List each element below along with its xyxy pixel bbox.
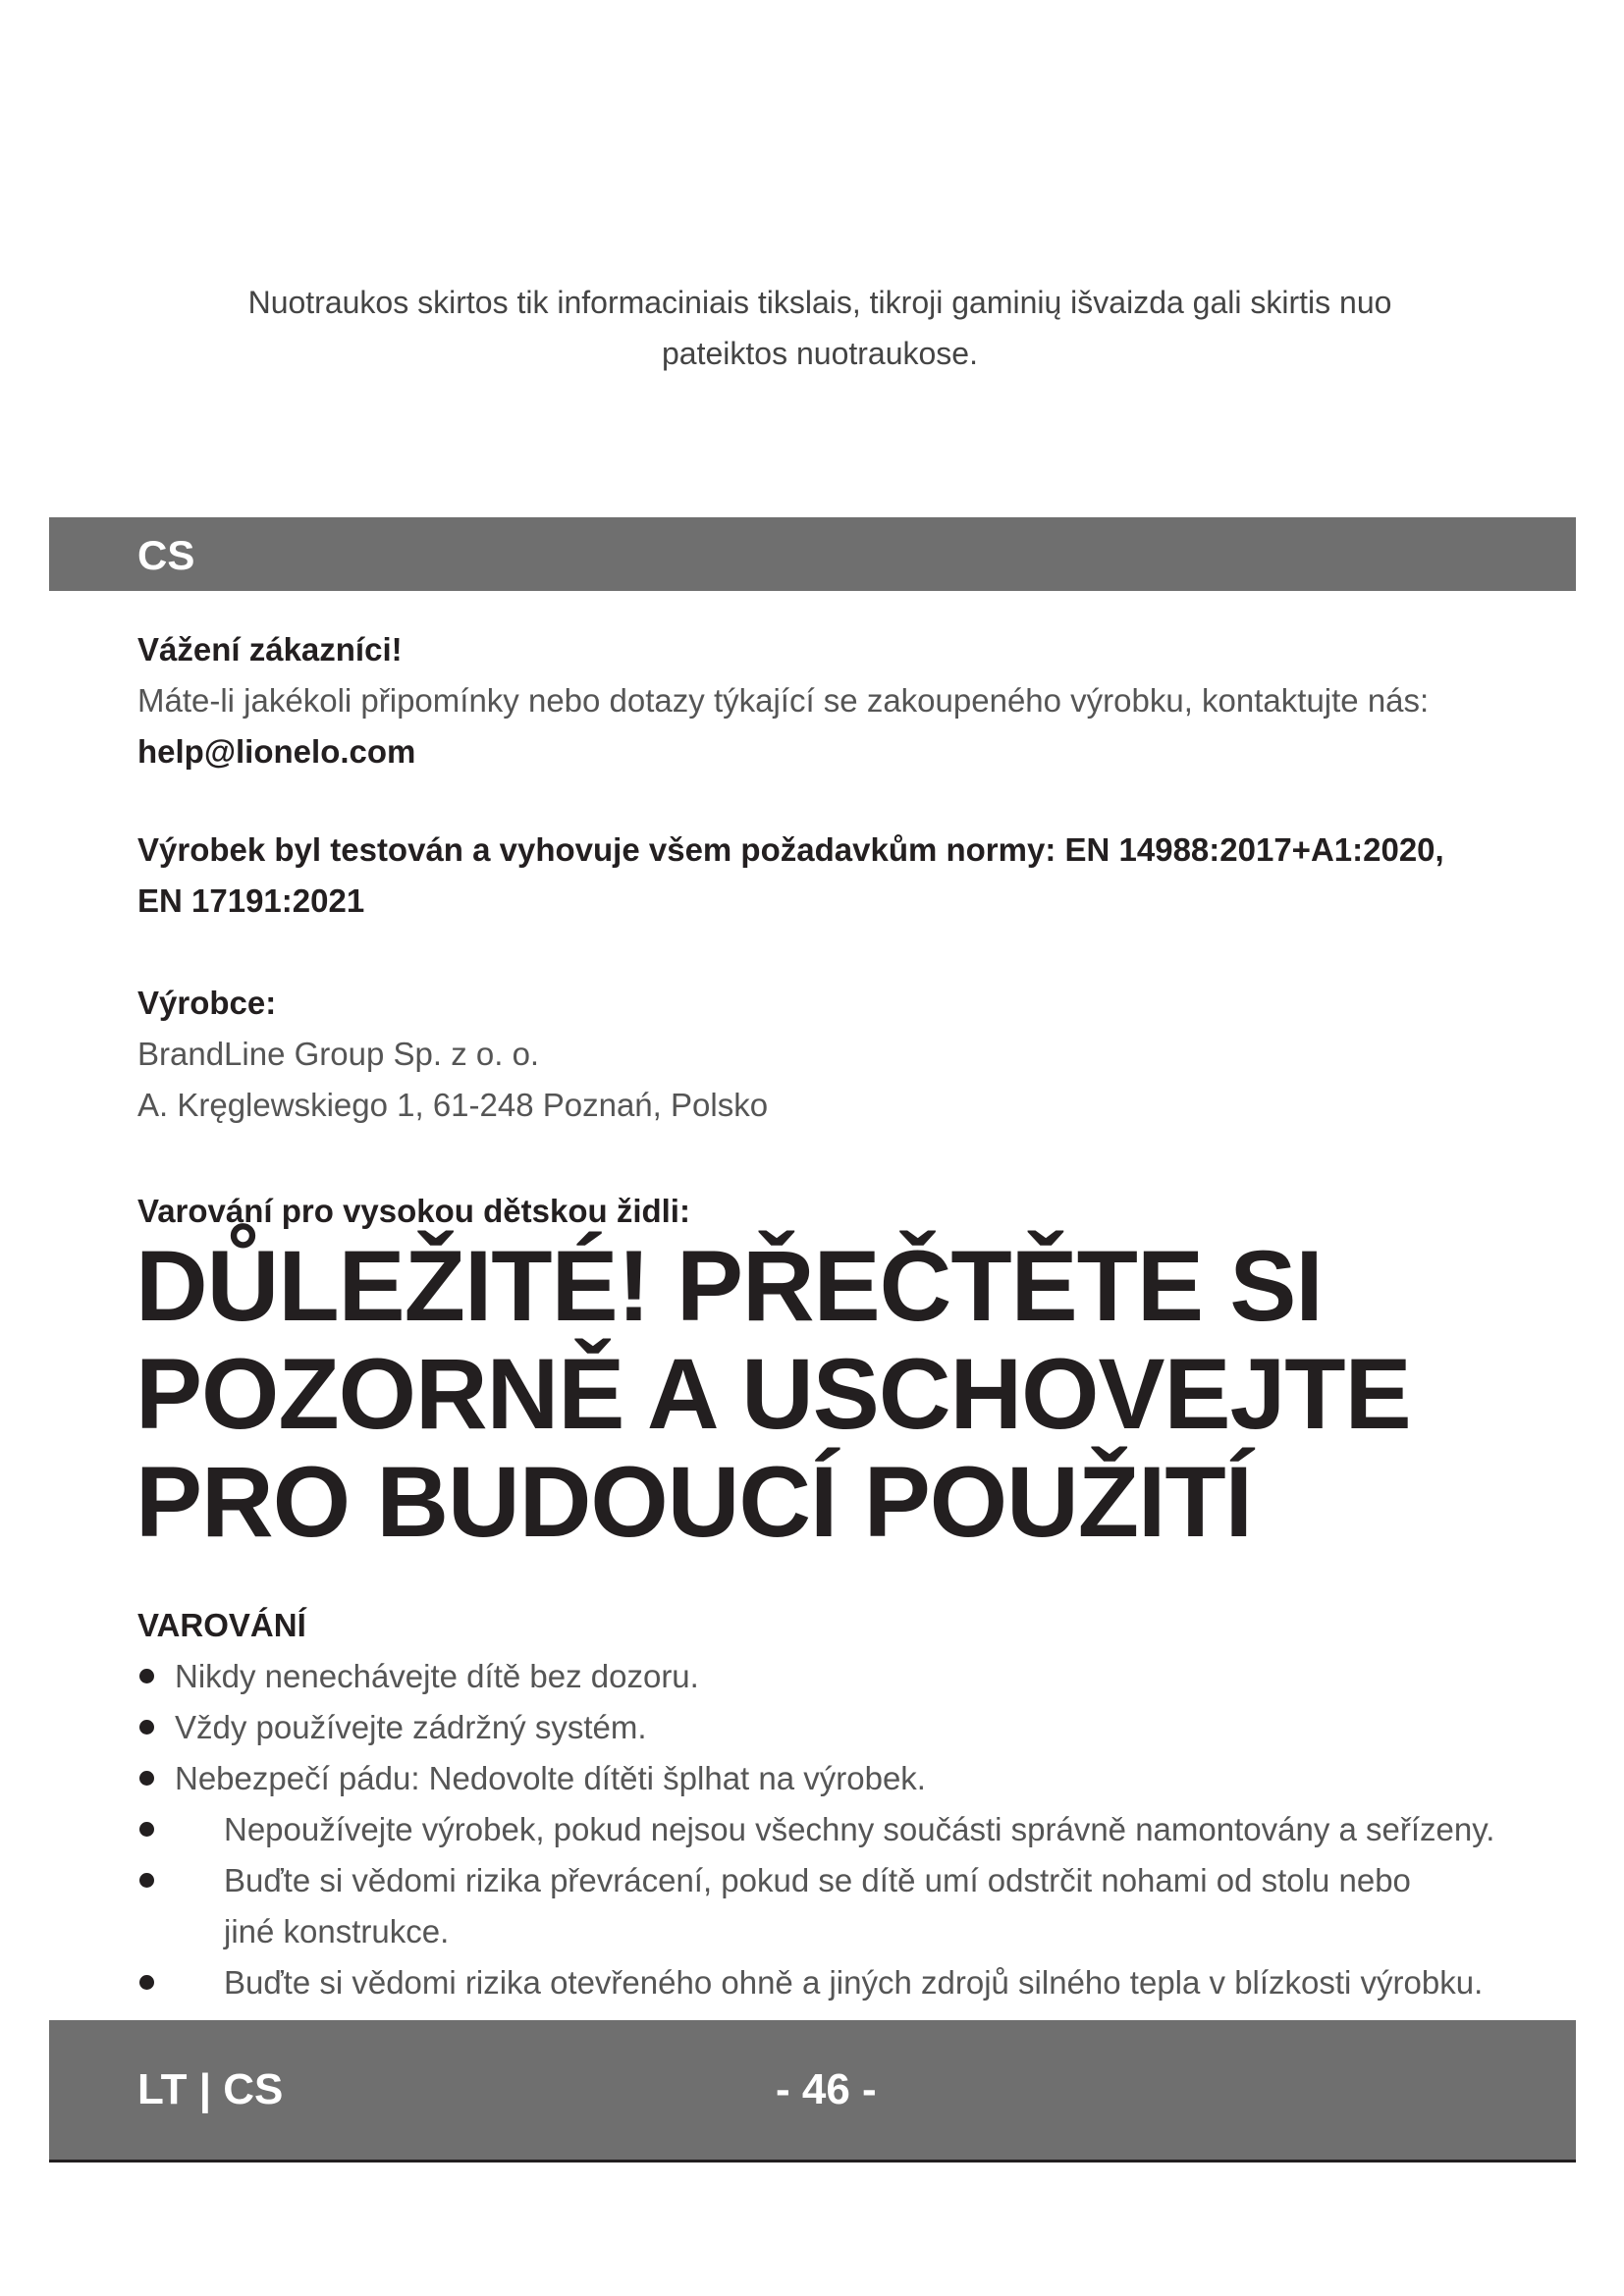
standards-line-2: EN 17191:2021	[137, 882, 365, 919]
important-line-3: PRO BUDOUCÍ POUŽITÍ	[135, 1446, 1253, 1558]
greeting-text: Máte-li jakékoli připomínky nebo dotazy týkající se zakoupeného výrobku, kontaktujte nás:	[137, 682, 1430, 719]
language-code: CS	[137, 532, 195, 578]
disclaimer-line-1: Nuotraukos skirtos tik informaciniais tikslais, tikroji gaminių išvaizda gali skirtis nuo	[247, 285, 1392, 320]
support-email: help@lionelo.com	[137, 733, 416, 770]
bullet-dot-icon	[139, 1669, 154, 1683]
warning-item: Nikdy nenechávejte dítě bez dozoru.	[137, 1651, 1581, 1702]
manufacturer-address: A. Kręglewskiego 1, 61-248 Poznań, Polsko	[137, 1087, 769, 1123]
warnings-list-short	[137, 1651, 1581, 1804]
standards-compliance	[137, 825, 1561, 927]
disclaimer-line-2: pateiktos nuotraukose.	[662, 336, 978, 371]
bullet-dot-icon	[139, 1771, 154, 1786]
warning-item: Nepoužívejte výrobek, pokud nejsou všechny součásti správně namontovány a seřízeny.	[137, 1804, 1561, 1855]
manufacturer-info	[137, 978, 1561, 1131]
customer-greeting	[137, 624, 1561, 777]
bullet-dot-icon	[139, 1822, 154, 1837]
bullet-dot-icon	[139, 1720, 154, 1735]
warnings-heading: VAROVÁNÍ	[137, 1607, 306, 1643]
page-number: - 46 -	[776, 2065, 877, 2113]
standards-line-1: Výrobek byl testován a vyhovuje všem požadavkům normy: EN 14988:2017+A1:2020,	[137, 831, 1444, 868]
warning-intro-text: Varování pro vysokou dětskou židli:	[137, 1193, 690, 1229]
warning-item: Buďte si vědomi rizika převrácení, pokud se dítě umí odstrčit nohami od stolu nebo jiné konstrukce.	[137, 1855, 1561, 1957]
bullet-dot-icon	[139, 1975, 154, 1990]
warning-item: Nebezpečí pádu: Nedovolte dítěti šplhat na výrobek.	[137, 1753, 1581, 1804]
manufacturer-name: BrandLine Group Sp. z o. o.	[137, 1036, 540, 1072]
footer-languages: LT | CS	[137, 2065, 284, 2113]
important-line-2: POZORNĚ A USCHOVEJTE	[135, 1338, 1411, 1450]
important-notice-title	[135, 1232, 1569, 1556]
warning-item: Buďte si vědomi rizika otevřeného ohně a jiných zdrojů silného tepla v blízkosti výrobku.	[137, 1957, 1561, 2008]
manufacturer-heading: Výrobce:	[137, 985, 277, 1021]
important-line-1: DŮLEŽITÉ! PŘEČTĚTE SI	[135, 1230, 1323, 1342]
greeting-title: Vážení zákazníci!	[137, 631, 403, 667]
warnings-list-long	[137, 1804, 1561, 2008]
warning-item: Vždy používejte zádržný systém.	[137, 1702, 1581, 1753]
language-section-header	[49, 517, 1576, 591]
bullet-dot-icon	[139, 1873, 154, 1888]
page-footer	[49, 2020, 1576, 2163]
image-disclaimer	[147, 277, 1492, 379]
